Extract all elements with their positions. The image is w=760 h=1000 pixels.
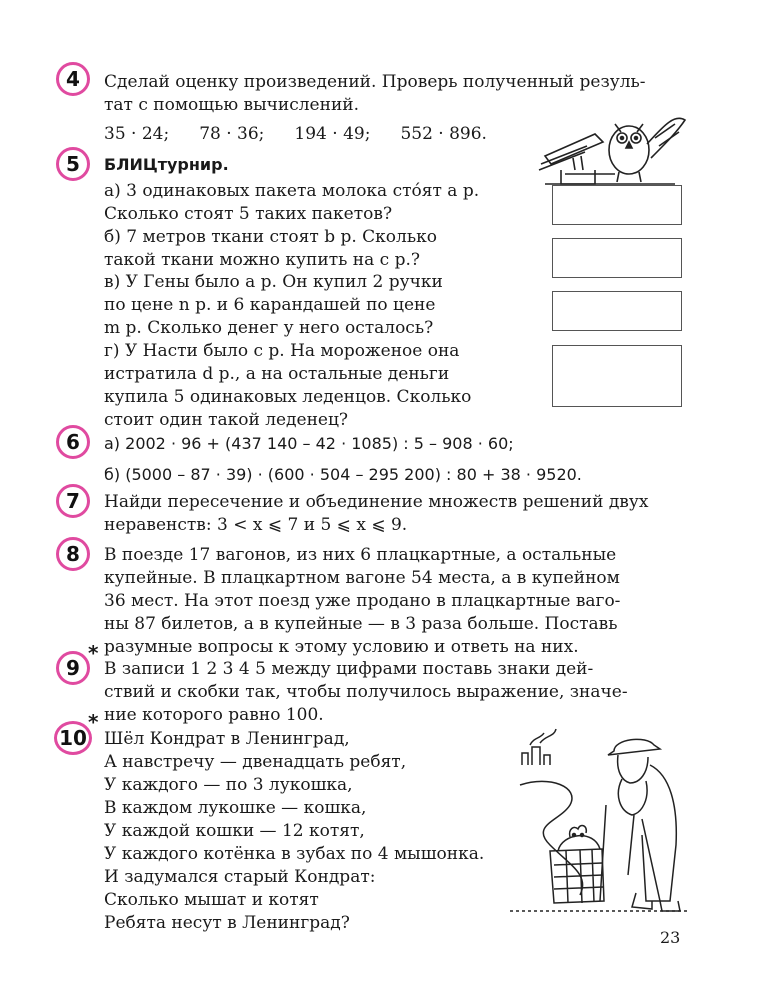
answer-box[interactable] <box>552 185 682 225</box>
task-number: 7 <box>66 489 80 513</box>
task-text-line: купейные. В плацкартном вагоне 54 места, а в купейном <box>104 568 620 588</box>
poem-line: У каждой кошки — 12 котят, <box>104 821 365 841</box>
task-5b-text <box>104 226 529 272</box>
task-number: 10 <box>59 726 87 750</box>
task-number-badge <box>54 721 92 755</box>
task-6b-expression: б) (5000 – 87 · 39) · (600 · 504 – 295 200) : 80 + 38 · 9520. <box>104 465 582 484</box>
task-number-badge <box>56 537 90 571</box>
answer-box[interactable] <box>552 345 682 407</box>
task-text-line: ствий и скобки так, чтобы получилось выражение, значе- <box>104 682 628 702</box>
task-10-poem <box>104 728 484 935</box>
poem-line: Ребята несут в Ленинград? <box>104 913 350 933</box>
poem-line: В каждом лукошке — кошка, <box>104 798 367 818</box>
task-text-line: В записи 1 2 3 4 5 между цифрами поставь знаки дей- <box>104 659 594 679</box>
task-text-line: Сделай оценку произведений. Проверь полученный резуль- <box>104 72 646 92</box>
product-expression: 35 · 24; <box>104 124 170 144</box>
task-text-line: а) 3 одинаковых пакета молока сто́ят a р. <box>104 181 480 201</box>
task-text-line: разумные вопросы к этому условию и ответь на них. <box>104 637 579 657</box>
task-number-badge <box>56 62 90 96</box>
task-5a-text <box>104 180 529 226</box>
task-text-line: неравенств: 3 < x ⩽ 7 и 5 ⩽ x ⩽ 9. <box>104 515 408 535</box>
task-number: 8 <box>66 542 80 566</box>
task-text-line: такой ткани можно купить на c р.? <box>104 250 420 270</box>
task-number: 9 <box>66 656 80 680</box>
star-marker: * <box>88 641 99 665</box>
poem-line: У каждого — по 3 лукошка, <box>104 775 353 795</box>
task-6a-expression: а) 2002 · 96 + (437 140 – 42 · 1085) : 5 – 908 · 60; <box>104 434 514 453</box>
task-text-line: Сколько стоят 5 таких пакетов? <box>104 204 393 224</box>
task-text-line: 36 мест. На этот поезд уже продано в плацкартные ваго- <box>104 591 621 611</box>
task-number: 4 <box>66 67 80 91</box>
owl-illustration <box>525 104 695 186</box>
poem-line: Сколько мышат и котят <box>104 890 319 910</box>
task-5c-text <box>104 271 529 340</box>
task-text-line: стоит один такой леденец? <box>104 410 349 430</box>
task-text-line: б) 7 метров ткани стоят b р. Сколько <box>104 227 437 247</box>
task-4-products <box>104 123 574 146</box>
old-man-illustration <box>510 725 690 915</box>
task-8-text <box>104 544 684 659</box>
task-text-line: В поезде 17 вагонов, из них 6 плацкартные, а остальные <box>104 545 617 565</box>
answer-box[interactable] <box>552 238 682 278</box>
task-5d-text <box>104 340 529 432</box>
task-text-line: тат с помощью вычислений. <box>104 95 360 115</box>
poem-line: У каждого котёнка в зубах по 4 мышонка. <box>104 844 485 864</box>
task-text-line: ны 87 билетов, а в купейные — в 3 раза больше. Поставь <box>104 614 618 634</box>
task-number-badge <box>56 425 90 459</box>
product-expression: 194 · 49; <box>294 124 371 144</box>
task-6-text <box>104 432 684 486</box>
task-text-line: по цене n р. и 6 карандашей по цене <box>104 295 436 315</box>
task-7-text <box>104 491 684 537</box>
poem-line: И задумался старый Кондрат: <box>104 867 376 887</box>
star-marker: * <box>88 710 99 734</box>
answer-box[interactable] <box>552 291 682 331</box>
task-9-text <box>104 658 684 727</box>
task-text-line: в) У Гены было a р. Он купил 2 ручки <box>104 272 443 292</box>
task-number-badge <box>56 484 90 518</box>
poem-line: А навстречу — двенадцать ребят, <box>104 752 407 772</box>
page-number: 23 <box>660 928 681 947</box>
product-expression: 552 · 896. <box>400 124 487 144</box>
task-text-line: купила 5 одинаковых леденцов. Сколько <box>104 387 472 407</box>
task-text-line: ние которого равно 100. <box>104 705 324 725</box>
task-text-line: m р. Сколько денег у него осталось? <box>104 318 434 338</box>
task-number: 5 <box>66 152 80 176</box>
task-5-heading: БЛИЦтурнир. <box>104 155 229 174</box>
product-expression: 78 · 36; <box>199 124 265 144</box>
task-text-line: Найди пересечение и объединение множеств решений двух <box>104 492 649 512</box>
task-number-badge <box>56 147 90 181</box>
task-number-badge <box>56 651 90 685</box>
task-number: 6 <box>66 430 80 454</box>
poem-line: Шёл Кондрат в Ленинград, <box>104 729 350 749</box>
task-text-line: истратила d р., а на остальные деньги <box>104 364 450 384</box>
task-text-line: г) У Насти было c р. На мороженое она <box>104 341 460 361</box>
